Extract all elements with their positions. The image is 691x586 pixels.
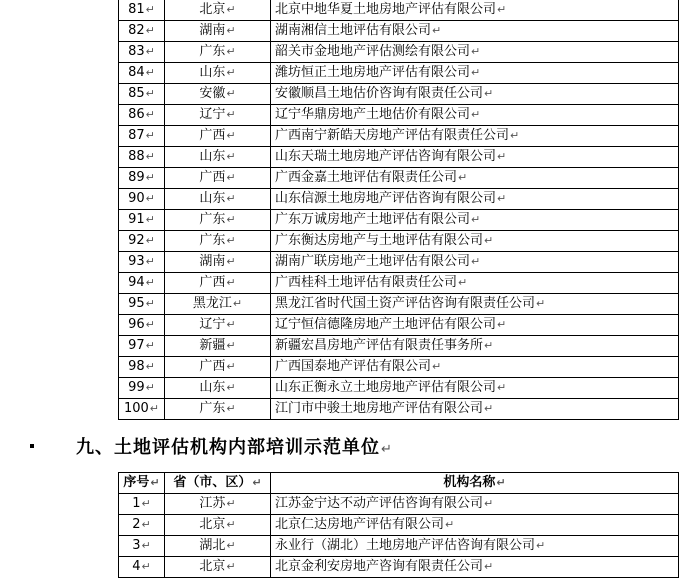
table-row — [119, 147, 679, 168]
cell-number: 85↵ — [119, 84, 165, 105]
cell-number: 83↵ — [119, 42, 165, 63]
cell-number: 100↵ — [119, 399, 165, 420]
table-row — [119, 336, 679, 357]
cell-number: 89↵ — [119, 168, 165, 189]
cell-institution-name: 山东天瑞土地房地产评估咨询有限公司↵ — [271, 147, 679, 168]
cell-institution-name: 辽宁恒信德隆房地产土地评估有限公司↵ — [271, 315, 679, 336]
cell-number: 81↵ — [119, 0, 165, 21]
cell-number: 3↵ — [119, 536, 165, 557]
cell-institution-name: 湖南湘信土地评估有限公司↵ — [271, 21, 679, 42]
cell-number: 95↵ — [119, 294, 165, 315]
table-row — [119, 189, 679, 210]
cell-number: 86↵ — [119, 105, 165, 126]
cell-institution-name: 潍坊恒正土地房地产评估有限公司↵ — [271, 63, 679, 84]
section-heading-text: 九、土地评估机构内部培训示范单位 — [76, 437, 380, 458]
cell-institution-name: 湖南广联房地产土地评估有限公司↵ — [271, 252, 679, 273]
header-no: 序号↵ — [119, 473, 165, 494]
cell-province: 山东↵ — [165, 189, 271, 210]
header-province: 省（市、区）↵ — [165, 473, 271, 494]
cell-province: 辽宁↵ — [165, 315, 271, 336]
cell-province: 新疆↵ — [165, 336, 271, 357]
cell-number: 4↵ — [119, 557, 165, 578]
cell-institution-name: 黑龙江省时代国土资产评估咨询有限责任公司↵ — [271, 294, 679, 315]
table-row — [119, 357, 679, 378]
table-row — [119, 515, 679, 536]
cell-institution-name: 广西金嘉土地评估有限责任公司↵ — [271, 168, 679, 189]
cell-number: 97↵ — [119, 336, 165, 357]
cell-number: 2↵ — [119, 515, 165, 536]
cell-province: 湖北↵ — [165, 536, 271, 557]
cell-number: 94↵ — [119, 273, 165, 294]
cell-number: 92↵ — [119, 231, 165, 252]
section-heading: 九、土地评估机构内部培训示范单位↵ — [76, 437, 393, 458]
cell-institution-name: 北京中地华夏土地房地产评估有限公司↵ — [271, 0, 679, 21]
table-header-row — [119, 473, 679, 494]
cell-institution-name: 北京金利安房地产咨询有限责任公司↵ — [271, 557, 679, 578]
cell-province: 湖南↵ — [165, 252, 271, 273]
cell-province: 山东↵ — [165, 147, 271, 168]
cell-number: 90↵ — [119, 189, 165, 210]
cell-institution-name: 山东信源土地房地产评估咨询有限公司↵ — [271, 189, 679, 210]
cell-province: 广东↵ — [165, 399, 271, 420]
cell-province: 北京↵ — [165, 515, 271, 536]
cell-institution-name: 广西国泰地产评估有限公司↵ — [271, 357, 679, 378]
cell-number: 91↵ — [119, 210, 165, 231]
table-row — [119, 252, 679, 273]
cell-institution-name: 辽宁华鼎房地产土地估价有限公司↵ — [271, 105, 679, 126]
list-bullet — [30, 444, 34, 448]
cell-province: 广西↵ — [165, 168, 271, 189]
cell-number: 93↵ — [119, 252, 165, 273]
cell-institution-name: 广东万诚房地产土地评估有限公司↵ — [271, 210, 679, 231]
table-row — [119, 294, 679, 315]
table-row — [119, 126, 679, 147]
cell-province: 黑龙江↵ — [165, 294, 271, 315]
cell-province: 广西↵ — [165, 126, 271, 147]
cell-institution-name: 韶关市金地地产评估测绘有限公司↵ — [271, 42, 679, 63]
cell-number: 84↵ — [119, 63, 165, 84]
cell-number: 87↵ — [119, 126, 165, 147]
header-name: 机构名称↵ — [271, 473, 679, 494]
table-row — [119, 536, 679, 557]
cell-province: 山东↵ — [165, 63, 271, 84]
cell-institution-name: 江门市中骏土地房地产评估有限公司↵ — [271, 399, 679, 420]
cell-institution-name: 安徽顺昌土地估价咨询有限责任公司↵ — [271, 84, 679, 105]
institution-table-continued — [118, 0, 679, 420]
training-demo-table — [118, 472, 679, 578]
cell-institution-name: 广西桂科土地评估有限责任公司↵ — [271, 273, 679, 294]
table-row — [119, 273, 679, 294]
table-row — [119, 42, 679, 63]
table-row — [119, 210, 679, 231]
cell-province: 广东↵ — [165, 42, 271, 63]
cell-number: 1↵ — [119, 494, 165, 515]
table-row — [119, 63, 679, 84]
cell-number: 82↵ — [119, 21, 165, 42]
table-row — [119, 494, 679, 515]
cell-number: 99↵ — [119, 378, 165, 399]
cell-institution-name: 新疆宏昌房地产评估有限责任事务所↵ — [271, 336, 679, 357]
cell-province: 广东↵ — [165, 210, 271, 231]
cell-institution-name: 江苏金宁达不动产评估咨询有限公司↵ — [271, 494, 679, 515]
table-row — [119, 231, 679, 252]
cell-institution-name: 广西南宁新皓天房地产评估有限责任公司↵ — [271, 126, 679, 147]
cell-institution-name: 永业行（湖北）土地房地产评估咨询有限公司↵ — [271, 536, 679, 557]
table-row — [119, 84, 679, 105]
cell-number: 98↵ — [119, 357, 165, 378]
table-row — [119, 315, 679, 336]
cell-institution-name: 山东正衡永立土地房地产评估有限公司↵ — [271, 378, 679, 399]
cell-province: 安徽↵ — [165, 84, 271, 105]
table-row — [119, 378, 679, 399]
cell-institution-name: 广东衡达房地产与土地评估有限公司↵ — [271, 231, 679, 252]
cell-province: 广西↵ — [165, 273, 271, 294]
table-row — [119, 557, 679, 578]
cell-institution-name: 北京仁达房地产评估有限公司↵ — [271, 515, 679, 536]
table-row — [119, 105, 679, 126]
cell-number: 96↵ — [119, 315, 165, 336]
table-row — [119, 0, 679, 21]
cell-province: 北京↵ — [165, 557, 271, 578]
cell-province: 江苏↵ — [165, 494, 271, 515]
table-row — [119, 399, 679, 420]
table-row — [119, 21, 679, 42]
cell-province: 广西↵ — [165, 357, 271, 378]
cell-province: 广东↵ — [165, 231, 271, 252]
cell-number: 88↵ — [119, 147, 165, 168]
table-row — [119, 168, 679, 189]
cell-province: 湖南↵ — [165, 21, 271, 42]
cell-province: 山东↵ — [165, 378, 271, 399]
cell-province: 辽宁↵ — [165, 105, 271, 126]
cell-province: 北京↵ — [165, 0, 271, 21]
